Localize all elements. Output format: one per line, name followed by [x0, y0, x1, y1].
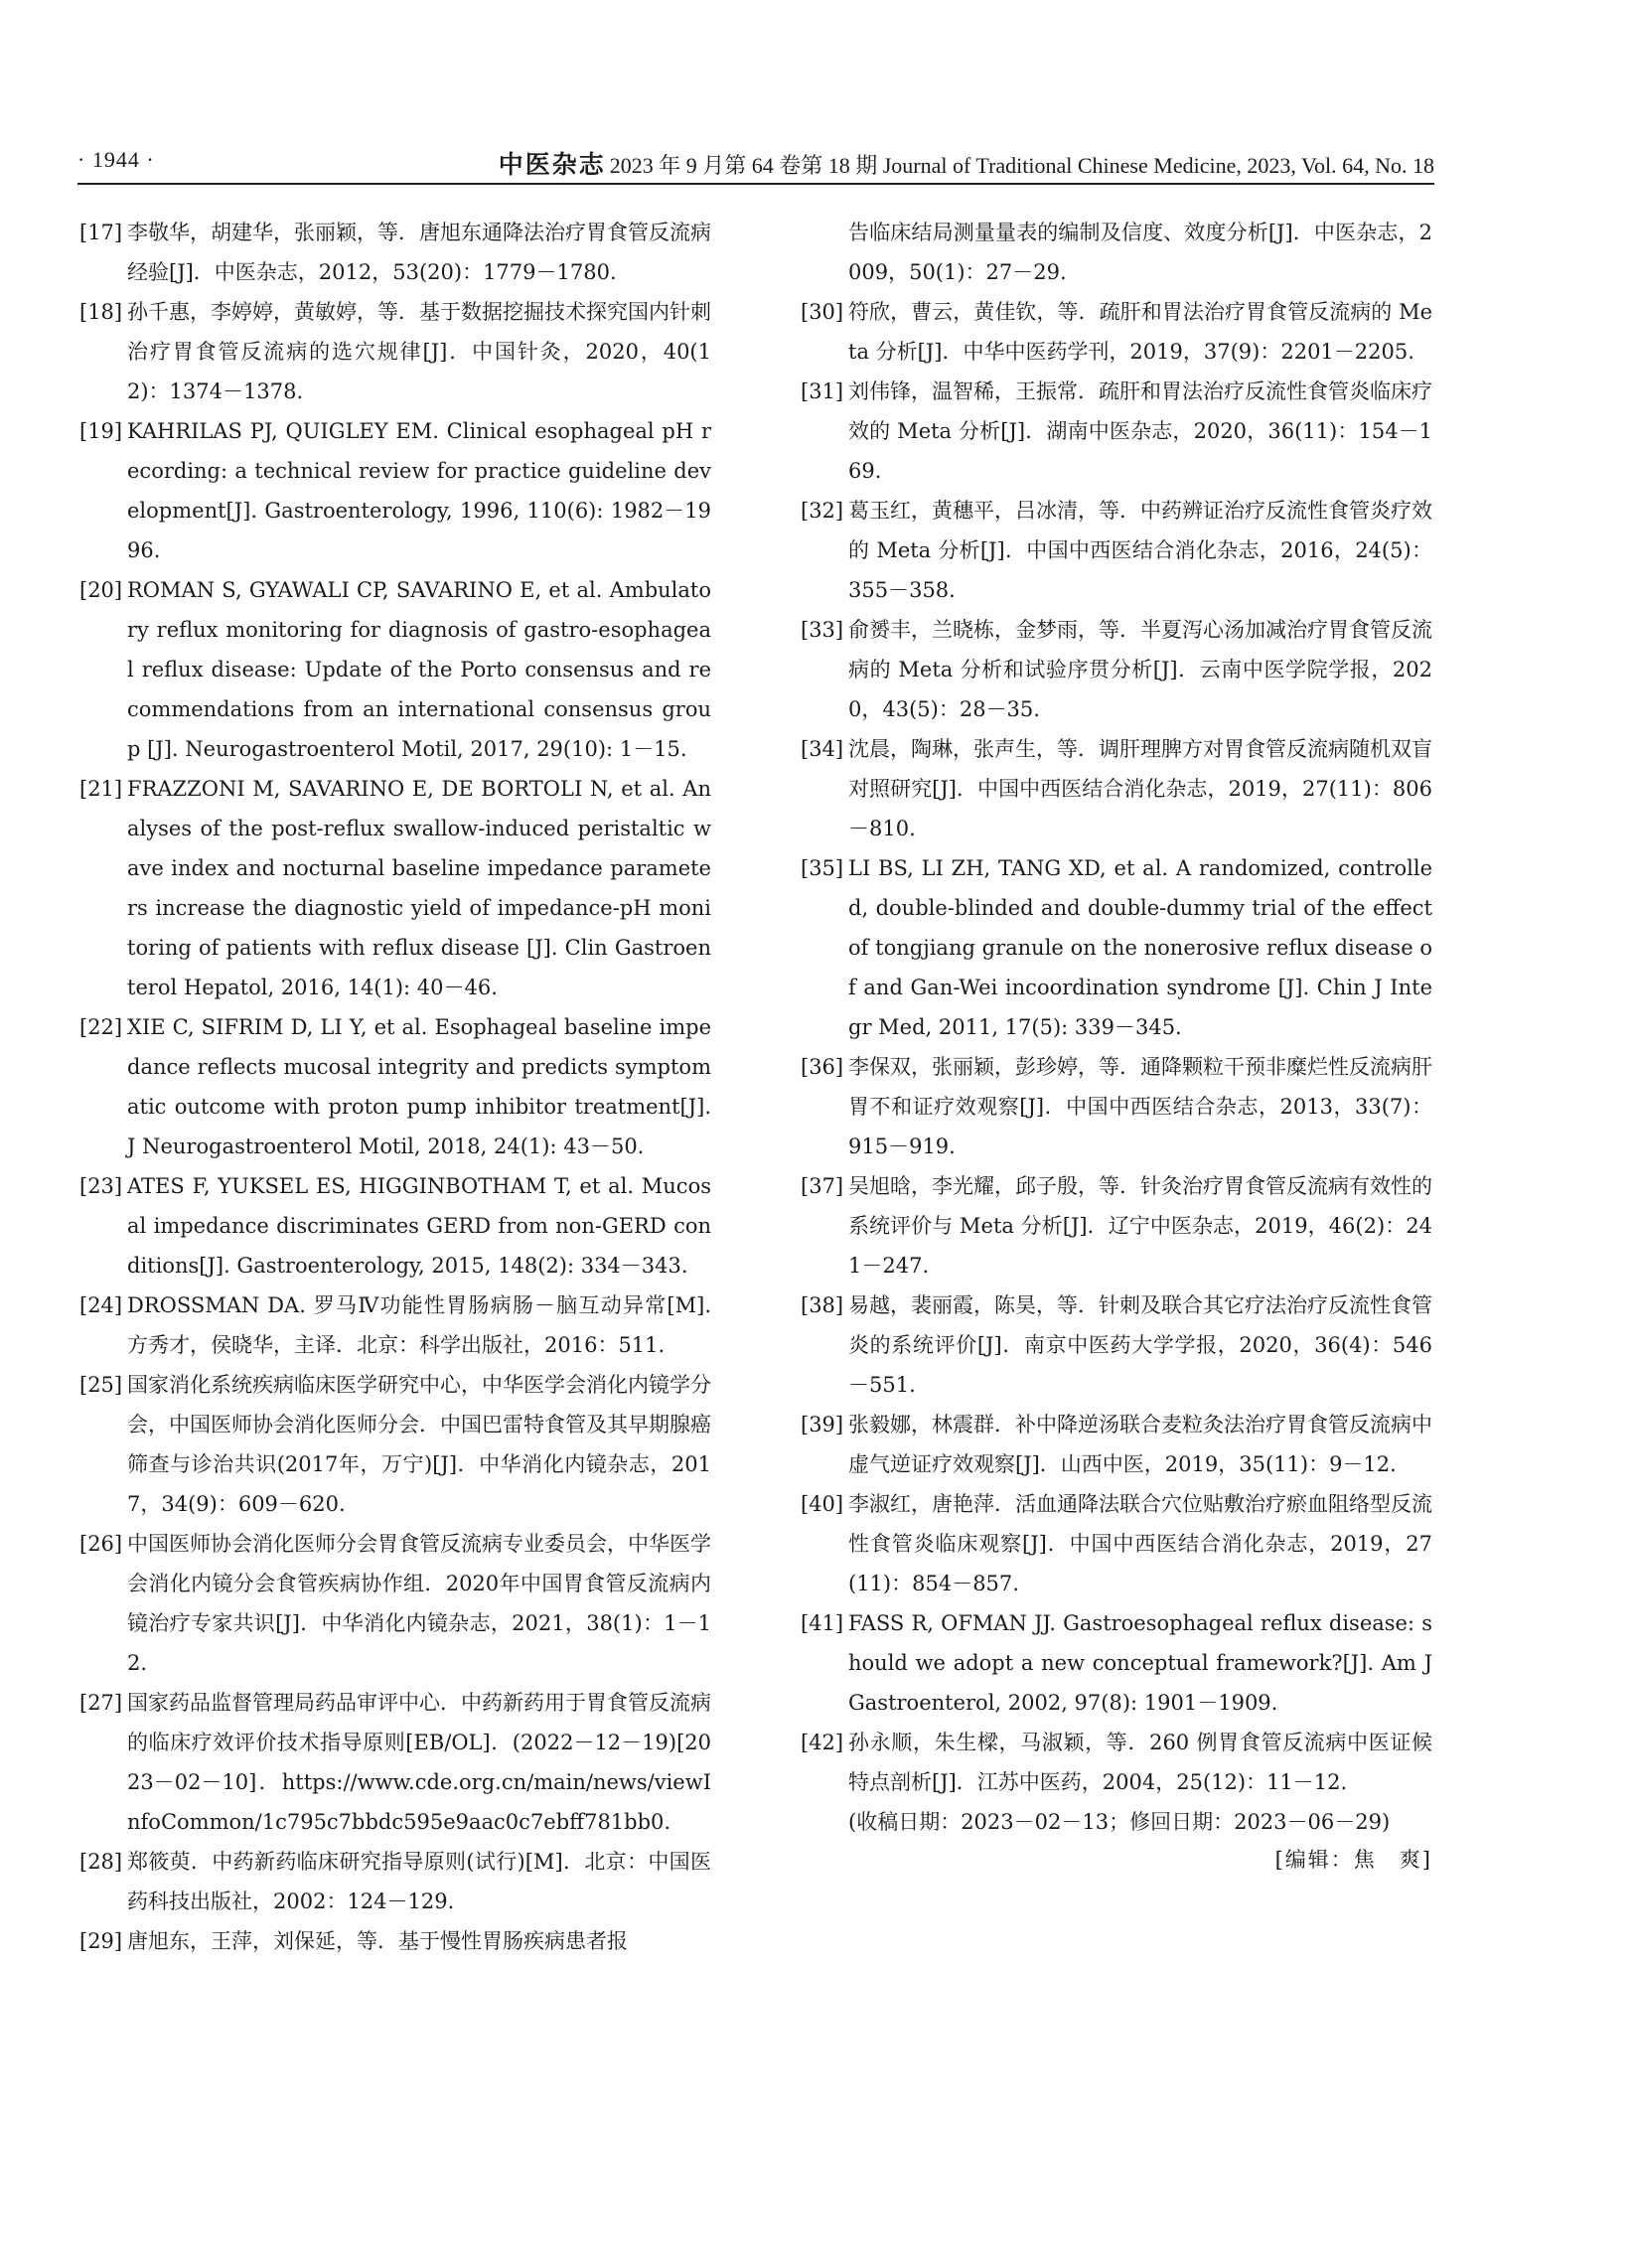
reference-item	[801, 848, 1432, 1047]
reference-item	[79, 1683, 711, 1842]
references-column-left	[79, 213, 711, 1961]
reference-number: [36]	[801, 1055, 844, 1079]
reference-item	[79, 213, 711, 292]
reference-item	[801, 372, 1432, 491]
reference-number: [39]	[801, 1413, 844, 1436]
reference-text: ROMAN S, GYAWALI CP, SAVARINO E, et al. Ambulatory reflux monitoring for diagnosis of gastro-esophageal reflux disease: Update of the Porto consensus and recommendations from an international consensus group [J]. Neurogastroenterol Motil, 2017, 29(10): 1－15.	[127, 578, 711, 761]
reference-number: [21]	[79, 777, 123, 801]
reference-item	[801, 1285, 1432, 1405]
reference-number: [23]	[79, 1174, 123, 1198]
reference-item	[79, 411, 711, 570]
reference-text: 中国医师协会消化医师分会胃食管反流病专业委员会，中华医学会消化内镜分会食管疾病协作组．2020年中国胃食管反流病内镜治疗专家共识[J]．中华消化内镜杂志，2021，38(1)：1－12.	[127, 1532, 711, 1675]
reference-text: 李敬华，胡建华，张丽颖，等．唐旭东通降法治疗胃食管反流病经验[J]．中医杂志，2012，53(20)：1779－1780.	[127, 221, 711, 284]
reference-item	[801, 213, 1432, 292]
reference-text: 李淑红，唐艳萍．活血通降法联合穴位贴敷治疗瘀血阻络型反流性食管炎临床观察[J]．中国中西医结合消化杂志，2019，27(11)：854－857.	[848, 1492, 1432, 1595]
reference-number: [26]	[79, 1532, 123, 1556]
reference-item	[79, 1365, 711, 1524]
reference-number: [33]	[801, 618, 844, 642]
running-header	[77, 139, 1434, 185]
reference-number: [19]	[79, 419, 123, 443]
reference-item	[801, 1484, 1432, 1603]
reference-text: 张毅娜，林震群．补中降逆汤联合麦粒灸法治疗胃食管反流病中虚气逆证疗效观察[J]．山西中医，2019，35(11)：9－12.	[848, 1413, 1432, 1476]
reference-text: 孙永顺，朱生樑，马淑颖，等．260 例胃食管反流病中医证候特点剖析[J]．江苏中医药，2004，25(12)：11－12.	[848, 1731, 1432, 1794]
reference-text: 葛玉红，黄穗平，吕冰清，等．中药辨证治疗反流性食管炎疗效的 Meta 分析[J]．中国中西医结合消化杂志，2016，24(5)：355－358.	[848, 499, 1432, 602]
reference-number: [29]	[79, 1929, 123, 1953]
issue-info: 2023 年 9 月第 64 卷第 18 期 Journal of Traditional Chinese Medicine, 2023, Vol. 64, No. 18	[609, 153, 1434, 178]
reference-text: LI BS, LI ZH, TANG XD, et al. A randomized, controlled, double-blinded and double-dummy trial of the effect of tongjiang granule on the nonerosive reflux disease of and Gan-Wei incoordination syndrome [J]. Chin J Integr Med, 2011, 17(5): 339－345.	[848, 856, 1432, 1039]
reference-item	[801, 1047, 1432, 1166]
reference-item	[801, 610, 1432, 729]
reference-number: [35]	[801, 856, 844, 880]
reference-item	[801, 491, 1432, 610]
reference-number: [31]	[801, 379, 844, 403]
reference-item	[801, 1405, 1432, 1484]
reference-item	[801, 1603, 1432, 1723]
reference-text: 唐旭东，王萍，刘保延，等．基于慢性胃肠疾病患者报	[127, 1929, 628, 1953]
reference-item	[79, 1842, 711, 1921]
reference-item	[801, 729, 1432, 848]
reference-number: [32]	[801, 499, 844, 523]
reference-number: [22]	[79, 1015, 123, 1039]
journal-title-cn: 中医杂志	[498, 152, 606, 179]
reference-text: 李保双，张丽颖，彭珍婷，等．通降颗粒干预非糜烂性反流病肝胃不和证疗效观察[J]．中国中西医结合杂志，2013，33(7)：915－919.	[848, 1055, 1432, 1158]
reference-text: FASS R, OFMAN JJ. Gastroesophageal reflux disease: should we adopt a new conceptual framework?[J]. Am J Gastroenterol, 2002, 97(8): 1901－1909.	[848, 1611, 1432, 1715]
reference-item	[801, 1166, 1432, 1285]
journal-running-head	[499, 145, 1434, 181]
reference-text: XIE C, SIFRIM D, LI Y, et al. Esophageal baseline impedance reflects mucosal integrity and predicts symptomatic outcome with proton pump inhibitor treatment[J]. J Neurogastroenterol Motil, 2018, 24(1): 43－50.	[127, 1015, 711, 1158]
reference-item	[801, 1723, 1432, 1802]
reference-text: 刘伟锋，温智稀，王振常．疏肝和胃法治疗反流性食管炎临床疗效的 Meta 分析[J]．湖南中医杂志，2020，36(11)：154－169.	[848, 379, 1432, 483]
reference-text: ATES F, YUKSEL ES, HIGGINBOTHAM T, et al. Mucosal impedance discriminates GERD from non-GERD conditions[J]. Gastroenterology, 2015, 148(2): 334－343.	[127, 1174, 711, 1278]
reference-item	[801, 292, 1432, 372]
reference-text: 国家药品监督管理局药品审评中心．中药新药用于胃食管反流病的临床疗效评价技术指导原则[EB/OL]．(2022－12－19)[2023－02－10]．https://www.cde.org.cn/main/news/viewInfoCommon/1c795c7bbdc595e9aac0c7ebff781bb0.	[127, 1691, 711, 1834]
reference-number: [24]	[79, 1293, 123, 1317]
reference-text: 告临床结局测量量表的编制及信度、效度分析[J]．中医杂志，2009，50(1)：27－29.	[848, 221, 1432, 284]
reference-text: 孙千惠，李婷婷，黄敏婷，等．基于数据挖掘技术探究国内针刺治疗胃食管反流病的选穴规律[J]．中国针灸，2020，40(12)：1374－1378.	[127, 300, 711, 403]
references-column-right	[801, 213, 1432, 1878]
editor-note: [编辑：焦 爽]	[1274, 1848, 1432, 1872]
reference-text: FRAZZONI M, SAVARINO E, DE BORTOLI N, et al. Analyses of the post-reflux swallow-induced peristaltic wave index and nocturnal baseline impedance parameters increase the diagnostic yield of impedance-pH monitoring of patients with reflux disease [J]. Clin Gastroenterol Hepatol, 2016, 14(1): 40－46.	[127, 777, 711, 999]
reference-number: [30]	[801, 300, 844, 324]
reference-number: [25]	[79, 1373, 123, 1397]
reference-number: [28]	[79, 1850, 123, 1874]
reference-item	[79, 570, 711, 769]
reference-item	[79, 769, 711, 1007]
reference-text: 国家消化系统疾病临床医学研究中心，中华医学会消化内镜学分会，中国医师协会消化医师分会．中国巴雷特食管及其早期腺癌筛查与诊治共识(2017年，万宁)[J]．中华消化内镜杂志，2017，34(9)：609－620.	[127, 1373, 711, 1516]
reference-text: 郑筱萸．中药新药临床研究指导原则(试行)[M]．北京：中国医药科技出版社，2002：124－129.	[127, 1850, 711, 1913]
reference-text: DROSSMAN DA. 罗马Ⅳ功能性胃肠病肠－脑互动异常[M]. 方秀才，侯晓华，主译．北京：科学出版社，2016：511.	[127, 1293, 711, 1357]
page-number: · 1944 ·	[77, 147, 155, 172]
reference-text: 吴旭晗，李光耀，邱子殷，等．针灸治疗胃食管反流病有效性的系统评价与 Meta 分析[J]．辽宁中医杂志，2019，46(2)：241－247.	[848, 1174, 1432, 1278]
reference-number: [40]	[801, 1492, 844, 1516]
reference-number: [27]	[79, 1691, 123, 1715]
reference-item	[79, 1166, 711, 1285]
reference-text: 易越，裴丽霞，陈昊，等．针刺及联合其它疗法治疗反流性食管炎的系统评价[J]．南京中医药大学学报，2020，36(4)：546－551.	[848, 1293, 1432, 1397]
reference-text: 沈晨，陶琳，张声生，等．调肝理脾方对胃食管反流病随机双盲对照研究[J]．中国中西医结合消化杂志，2019，27(11)：806－810.	[848, 737, 1432, 840]
received-dates: (收稿日期：2023－02－13；修回日期：2023－06－29)	[848, 1810, 1391, 1834]
reference-number: [20]	[79, 578, 123, 602]
reference-text: KAHRILAS PJ, QUIGLEY EM. Clinical esophageal pH recording: a technical review for practice guideline development[J]. Gastroenterology, 1996, 110(6): 1982－1996.	[127, 419, 711, 562]
reference-number: [42]	[801, 1731, 844, 1754]
reference-item	[79, 1921, 711, 1961]
reference-item	[79, 1524, 711, 1683]
reference-item	[79, 1285, 711, 1365]
reference-item	[79, 292, 711, 411]
reference-number: [34]	[801, 737, 844, 761]
reference-text: 俞赟丰，兰晓栋，金梦雨，等．半夏泻心汤加减治疗胃食管反流病的 Meta 分析和试验序贯分析[J]．云南中医学院学报，2020，43(5)：28－35.	[848, 618, 1432, 721]
reference-number: [38]	[801, 1293, 844, 1317]
reference-number: [17]	[79, 221, 123, 244]
reference-number: [18]	[79, 300, 123, 324]
reference-number: [41]	[801, 1611, 844, 1635]
reference-number: [37]	[801, 1174, 844, 1198]
reference-item	[79, 1007, 711, 1166]
reference-text: 符欣，曹云，黄佳钦，等．疏肝和胃法治疗胃食管反流病的 Meta 分析[J]．中华中医药学刊，2019，37(9)：2201－2205.	[848, 300, 1432, 364]
